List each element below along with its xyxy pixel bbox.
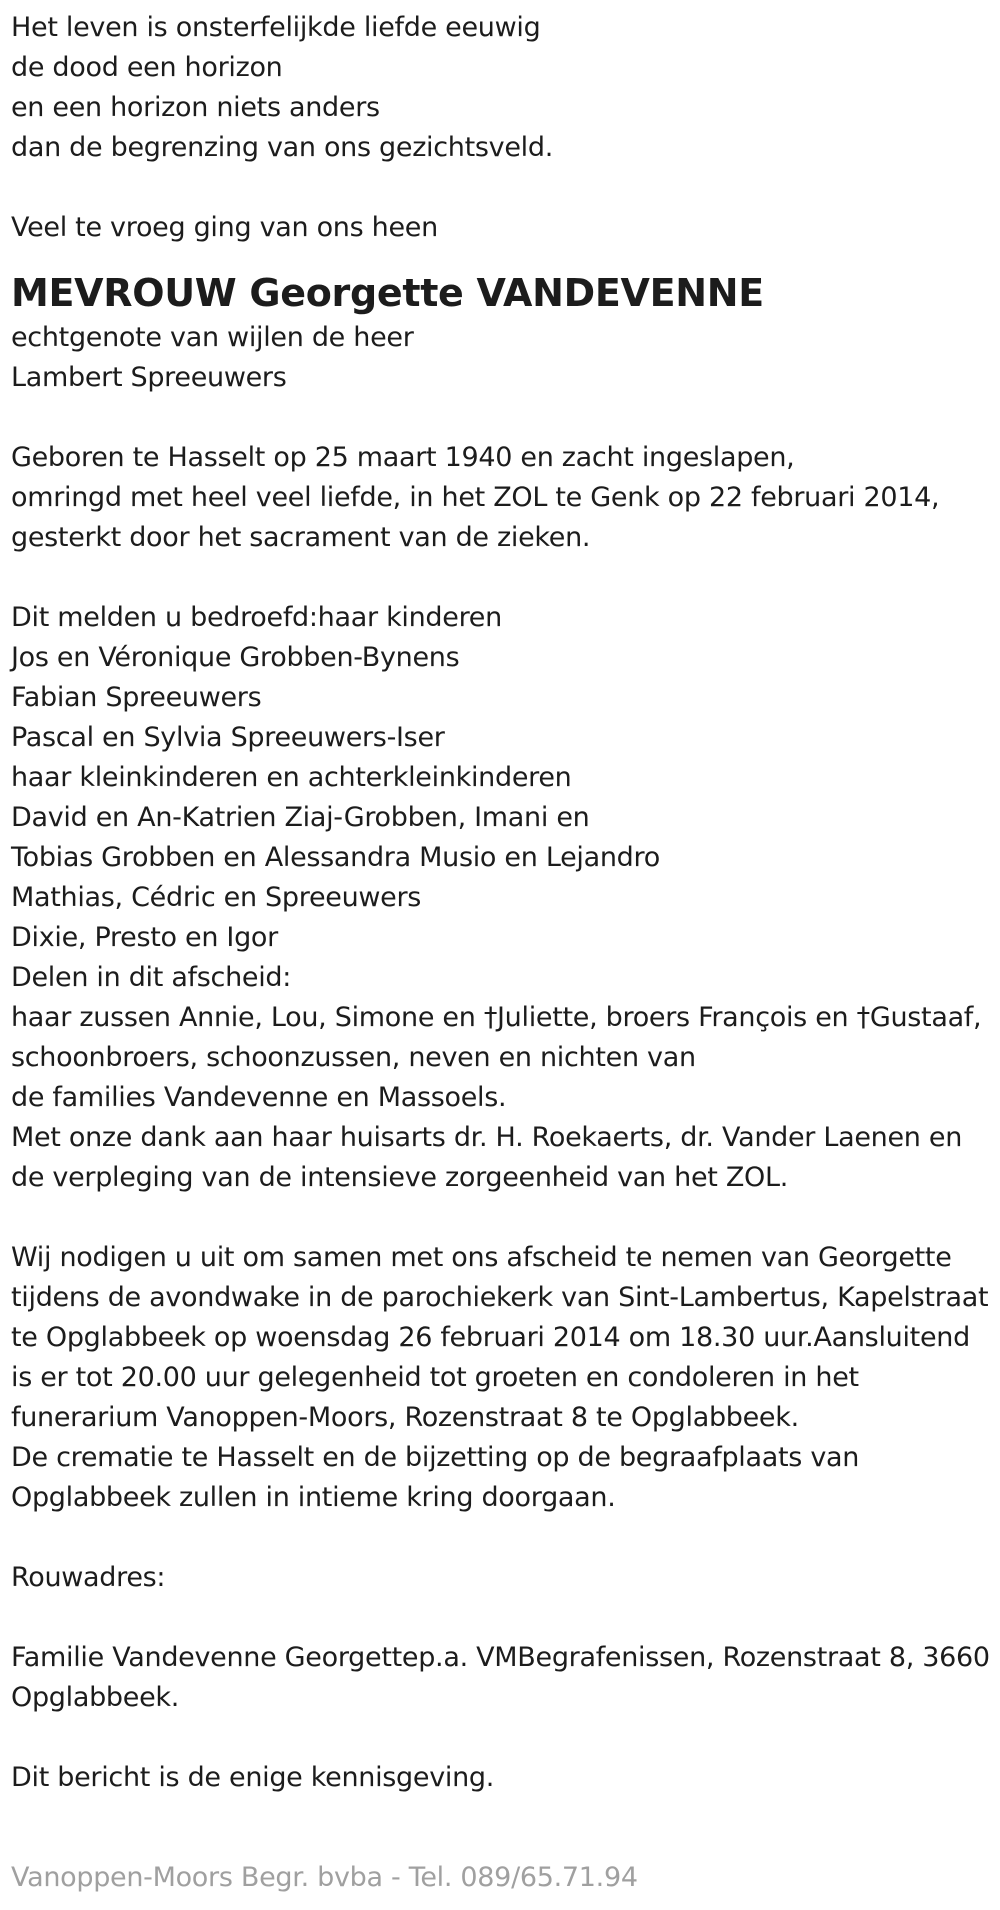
family-line: Met onze dank aan haar huisarts dr. H. Roekaerts, dr. Vander Laenen en — [11, 1122, 963, 1153]
address-line: Familie Vandevenne Georgettep.a. VMBegrafenissen, Rozenstraat 8, 3660 — [11, 1642, 990, 1673]
ceremony-line: Opglabbeek zullen in intieme kring doorgaan. — [11, 1482, 616, 1513]
poem-line: en een horizon niets anders — [11, 92, 380, 123]
intro-text: Veel te vroeg ging van ons heen — [11, 212, 438, 243]
notice-text: Dit bericht is de enige kennisgeving. — [11, 1762, 495, 1793]
obituary-document — [11, 8, 991, 1798]
poem-line: de dood een horizon — [11, 52, 283, 83]
family-line: Pascal en Sylvia Spreeuwers-Iser — [11, 722, 445, 753]
address — [11, 1638, 991, 1718]
spouse-info — [11, 318, 991, 398]
family-line: de families Vandevenne en Massoels. — [11, 1082, 507, 1113]
ceremony-info — [11, 1238, 991, 1518]
footer-funeral-home: Vanoppen-Moors Begr. bvba - Tel. 089/65.71.94 — [11, 1862, 638, 1893]
spouse-line: Lambert Spreeuwers — [11, 362, 287, 393]
birth-death-line: Geboren te Hasselt op 25 maart 1940 en zacht ingeslapen, — [11, 442, 795, 473]
family-line: de verpleging van de intensieve zorgeenheid van het ZOL. — [11, 1162, 788, 1193]
family-line: Mathias, Cédric en Spreeuwers — [11, 882, 422, 913]
deceased-name: MEVROUW Georgette VANDEVENNE — [11, 271, 764, 315]
family-line: Dixie, Presto en Igor — [11, 922, 278, 953]
address-line: Opglabbeek. — [11, 1682, 179, 1713]
birth-death-line: omringd met heel veel liefde, in het ZOL te Genk op 22 februari 2014, — [11, 482, 940, 513]
birth-death-info — [11, 438, 991, 558]
family-line: Tobias Grobben en Alessandra Musio en Lejandro — [11, 842, 660, 873]
family-line: David en An-Katrien Ziaj-Grobben, Imani en — [11, 802, 590, 833]
family-line: schoonbroers, schoonzussen, neven en nichten van — [11, 1042, 696, 1073]
ceremony-line: tijdens de avondwake in de parochiekerk van Sint-Lambertus, Kapelstraat — [11, 1282, 989, 1313]
family-list — [11, 598, 991, 1198]
ceremony-line: is er tot 20.00 uur gelegenheid tot groeten en condoleren in het — [11, 1362, 859, 1393]
family-line: Fabian Spreeuwers — [11, 682, 262, 713]
poem — [11, 8, 991, 168]
ceremony-line: te Opglabbeek op woensdag 26 februari 2014 om 18.30 uur.Aansluitend — [11, 1322, 970, 1353]
family-line: Delen in dit afscheid: — [11, 962, 292, 993]
ceremony-line: De crematie te Hasselt en de bijzetting op de begraafplaats van — [11, 1442, 860, 1473]
family-line: Jos en Véronique Grobben-Bynens — [11, 642, 460, 673]
poem-line: dan de begrenzing van ons gezichtsveld. — [11, 132, 553, 163]
spouse-line: echtgenote van wijlen de heer — [11, 322, 414, 353]
family-line: haar kleinkinderen en achterkleinkinderen — [11, 762, 572, 793]
birth-death-line: gesterkt door het sacrament van de zieken. — [11, 522, 591, 553]
family-line: Dit melden u bedroefd:haar kinderen — [11, 602, 502, 633]
ceremony-line: funerarium Vanoppen-Moors, Rozenstraat 8 te Opglabbeek. — [11, 1402, 799, 1433]
family-line: haar zussen Annie, Lou, Simone en †Juliette, broers François en †Gustaaf, — [11, 1002, 982, 1033]
ceremony-line: Wij nodigen u uit om samen met ons afscheid te nemen van Georgette — [11, 1242, 952, 1273]
poem-line: Het leven is onsterfelijkde liefde eeuwig — [11, 12, 541, 43]
address-label: Rouwadres: — [11, 1562, 166, 1593]
